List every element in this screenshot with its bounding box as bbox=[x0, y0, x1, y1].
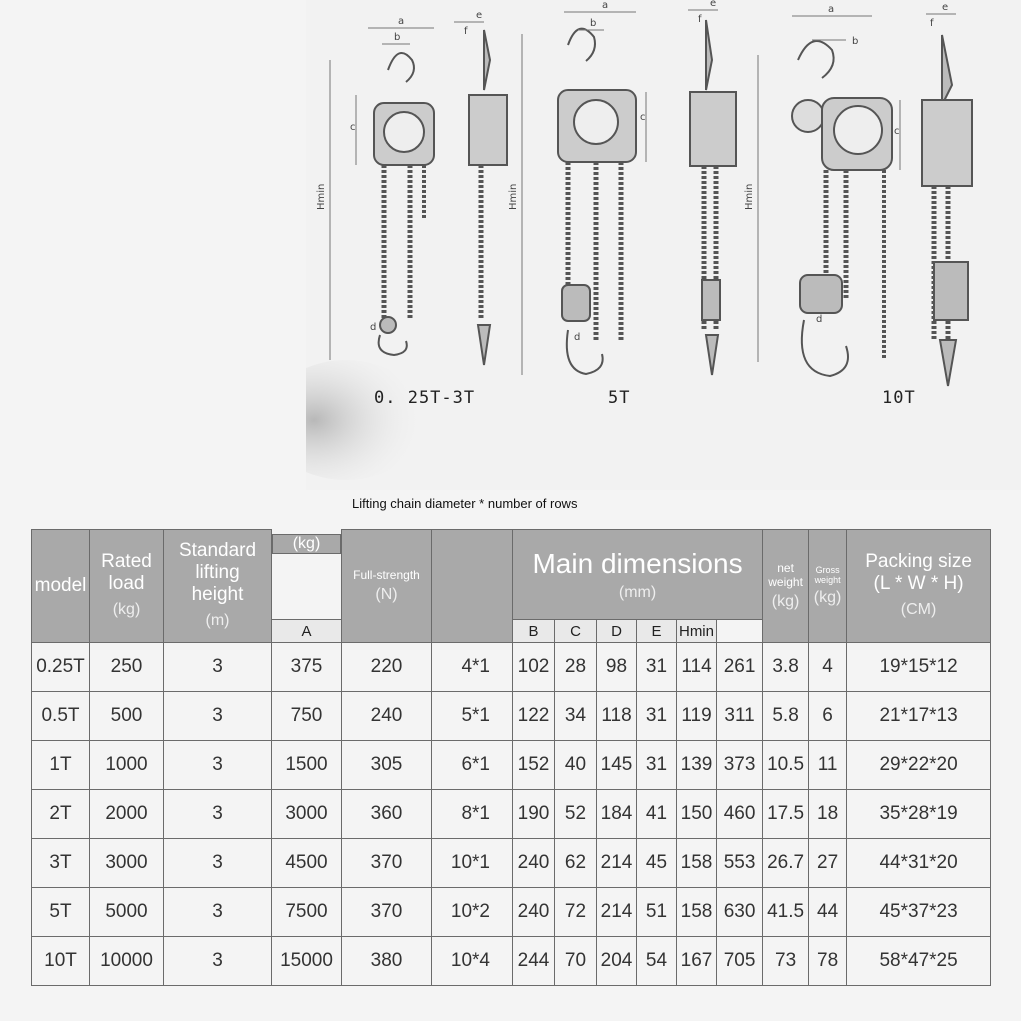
table-cell: 204 bbox=[597, 937, 637, 986]
table-cell: 750 bbox=[272, 692, 342, 741]
header-gross-weight: Gross weight (kg) bbox=[809, 530, 847, 643]
table-row bbox=[32, 937, 991, 986]
table-cell: 4500 bbox=[272, 839, 342, 888]
table-cell: 5.8 bbox=[763, 692, 809, 741]
table-row bbox=[32, 839, 991, 888]
table-cell: 44*31*20 bbox=[847, 839, 991, 888]
table-cell: 10*2 bbox=[432, 888, 513, 937]
dimension-letter: a bbox=[602, 0, 609, 11]
table-cell: 240 bbox=[513, 839, 555, 888]
table-row bbox=[32, 692, 991, 741]
table-cell: 3 bbox=[164, 790, 272, 839]
spec-table bbox=[31, 529, 991, 986]
table-cell: 45 bbox=[637, 839, 677, 888]
table-cell: 240 bbox=[513, 888, 555, 937]
table-cell: 158 bbox=[677, 888, 717, 937]
table-cell: 44 bbox=[809, 888, 847, 937]
table-cell: 114 bbox=[677, 643, 717, 692]
table-cell: 51 bbox=[637, 888, 677, 937]
table-cell: 6 bbox=[809, 692, 847, 741]
dimension-letter: f bbox=[698, 14, 702, 25]
table-cell: 52 bbox=[555, 790, 597, 839]
table-row bbox=[32, 741, 991, 790]
table-cell: 10000 bbox=[90, 937, 164, 986]
table-cell: 41.5 bbox=[763, 888, 809, 937]
table-cell: 31 bbox=[637, 643, 677, 692]
table-cell: 26.7 bbox=[763, 839, 809, 888]
header-packing-size: Packing size (L * W * H) (CM) bbox=[847, 530, 991, 643]
table-cell: 34 bbox=[555, 692, 597, 741]
hoist-large-front bbox=[792, 41, 892, 376]
header-rated-load: Rated load (kg) bbox=[90, 530, 164, 643]
table-cell: 11 bbox=[809, 741, 847, 790]
chain-caption: Lifting chain diameter * number of rows bbox=[352, 496, 578, 511]
table-cell: 102 bbox=[513, 643, 555, 692]
table-cell: 500 bbox=[90, 692, 164, 741]
header-model: model bbox=[32, 530, 90, 643]
hoist-small-front bbox=[374, 53, 434, 355]
header-dim-a: A bbox=[272, 620, 342, 643]
table-cell: 3 bbox=[164, 643, 272, 692]
table-cell: 122 bbox=[513, 692, 555, 741]
table-cell: 380 bbox=[342, 937, 432, 986]
dimension-letter: c bbox=[350, 122, 356, 133]
table-cell: 29*22*20 bbox=[847, 741, 991, 790]
header-dim-c: C bbox=[555, 620, 597, 643]
dimension-letter: d bbox=[370, 322, 377, 333]
table-cell: 1500 bbox=[272, 741, 342, 790]
table-cell: 190 bbox=[513, 790, 555, 839]
header-main-dimensions: Main dimensions (mm) bbox=[513, 530, 763, 620]
dimension-letter: b bbox=[394, 32, 401, 43]
table-cell: 72 bbox=[555, 888, 597, 937]
header-test-load: (kg) bbox=[272, 534, 341, 554]
table-cell: 7500 bbox=[272, 888, 342, 937]
label-large-hoist: 10T bbox=[882, 388, 916, 408]
dimension-letter: d bbox=[816, 314, 823, 325]
table-cell: 98 bbox=[597, 643, 637, 692]
table-cell: 3 bbox=[164, 888, 272, 937]
dimension-letter: b bbox=[590, 18, 597, 29]
table-cell: 2T bbox=[32, 790, 90, 839]
table-cell: 4*1 bbox=[432, 643, 513, 692]
header-dim-d: D bbox=[597, 620, 637, 643]
table-cell: 244 bbox=[513, 937, 555, 986]
table-cell: 3000 bbox=[90, 839, 164, 888]
table-cell: 73 bbox=[763, 937, 809, 986]
table-cell: 10*4 bbox=[432, 937, 513, 986]
table-cell: 119 bbox=[677, 692, 717, 741]
dimension-letter: Hmin bbox=[744, 183, 755, 210]
dimension-letter: e bbox=[476, 10, 483, 21]
table-cell: 17.5 bbox=[763, 790, 809, 839]
table-cell: 158 bbox=[677, 839, 717, 888]
hoist-small-side bbox=[469, 30, 507, 365]
table-cell: 3.8 bbox=[763, 643, 809, 692]
table-cell: 78 bbox=[809, 937, 847, 986]
table-cell: 553 bbox=[717, 839, 763, 888]
table-cell: 360 bbox=[342, 790, 432, 839]
hoist-medium-side bbox=[690, 20, 736, 375]
table-cell: 3 bbox=[164, 937, 272, 986]
table-cell: 1000 bbox=[90, 741, 164, 790]
table-cell: 70 bbox=[555, 937, 597, 986]
table-cell: 10.5 bbox=[763, 741, 809, 790]
table-cell: 27 bbox=[809, 839, 847, 888]
table-cell: 370 bbox=[342, 888, 432, 937]
dimension-letter: c bbox=[894, 126, 900, 137]
table-body bbox=[32, 643, 991, 986]
table-cell: 10*1 bbox=[432, 839, 513, 888]
header-row bbox=[32, 530, 991, 620]
table-cell: 19*15*12 bbox=[847, 643, 991, 692]
dimension-letter: e bbox=[942, 2, 949, 13]
dimension-letter: a bbox=[398, 16, 405, 27]
dimension-letter: Hmin bbox=[508, 183, 519, 210]
table-cell: 10T bbox=[32, 937, 90, 986]
dimension-letter: f bbox=[464, 26, 468, 37]
table-row bbox=[32, 888, 991, 937]
table-cell: 370 bbox=[342, 839, 432, 888]
hoist-medium-front bbox=[558, 29, 636, 374]
table-cell: 167 bbox=[677, 937, 717, 986]
table-cell: 41 bbox=[637, 790, 677, 839]
table-cell: 630 bbox=[717, 888, 763, 937]
table-cell: 5000 bbox=[90, 888, 164, 937]
table-cell: 40 bbox=[555, 741, 597, 790]
table-cell: 0.25T bbox=[32, 643, 90, 692]
table-row bbox=[32, 643, 991, 692]
dimension-letter: c bbox=[640, 112, 646, 123]
table-cell: 261 bbox=[717, 643, 763, 692]
table-cell: 5T bbox=[32, 888, 90, 937]
dimension-letter: b bbox=[852, 36, 859, 47]
dimension-lines-small bbox=[330, 22, 484, 360]
table-cell: 152 bbox=[513, 741, 555, 790]
table-cell: 5*1 bbox=[432, 692, 513, 741]
table-cell: 54 bbox=[637, 937, 677, 986]
table-cell: 3 bbox=[164, 692, 272, 741]
shadow-blur bbox=[306, 360, 426, 480]
table-cell: 8*1 bbox=[432, 790, 513, 839]
table-cell: 4 bbox=[809, 643, 847, 692]
header-dim-e: E bbox=[637, 620, 677, 643]
hoist-large-side bbox=[922, 35, 972, 386]
label-small-hoist: 0. 25T-3T bbox=[374, 388, 476, 408]
table-cell: 1T bbox=[32, 741, 90, 790]
table-cell: 311 bbox=[717, 692, 763, 741]
table-cell: 18 bbox=[809, 790, 847, 839]
table-cell: 375 bbox=[272, 643, 342, 692]
table-cell: 220 bbox=[342, 643, 432, 692]
table-cell: 305 bbox=[342, 741, 432, 790]
dimension-letter: f bbox=[930, 18, 934, 29]
header-chain-rows bbox=[432, 530, 513, 643]
table-cell: 62 bbox=[555, 839, 597, 888]
header-dim-hmin: Hmin bbox=[677, 620, 717, 643]
header-dim-b: B bbox=[513, 620, 555, 643]
table-cell: 250 bbox=[90, 643, 164, 692]
table-cell: 460 bbox=[717, 790, 763, 839]
table-cell: 15000 bbox=[272, 937, 342, 986]
table-cell: 21*17*13 bbox=[847, 692, 991, 741]
hoist-diagram bbox=[306, 0, 1021, 490]
table-cell: 139 bbox=[677, 741, 717, 790]
table-cell: 214 bbox=[597, 888, 637, 937]
dimension-letter: d bbox=[574, 332, 581, 343]
table-cell: 0.5T bbox=[32, 692, 90, 741]
header-full-strength: Full-strength (N) bbox=[342, 530, 432, 643]
table-cell: 31 bbox=[637, 692, 677, 741]
table-cell: 31 bbox=[637, 741, 677, 790]
table-cell: 373 bbox=[717, 741, 763, 790]
table-row bbox=[32, 790, 991, 839]
table-cell: 118 bbox=[597, 692, 637, 741]
table-cell: 28 bbox=[555, 643, 597, 692]
table-cell: 6*1 bbox=[432, 741, 513, 790]
table-cell: 150 bbox=[677, 790, 717, 839]
table-cell: 240 bbox=[342, 692, 432, 741]
table-cell: 184 bbox=[597, 790, 637, 839]
table-cell: 58*47*25 bbox=[847, 937, 991, 986]
table-cell: 3T bbox=[32, 839, 90, 888]
dimension-letter: Hmin bbox=[316, 183, 327, 210]
table-cell: 45*37*23 bbox=[847, 888, 991, 937]
header-net-weight: net weight (kg) bbox=[763, 530, 809, 643]
dimension-letter: a bbox=[828, 4, 835, 15]
table-cell: 2000 bbox=[90, 790, 164, 839]
table-cell: 705 bbox=[717, 937, 763, 986]
table-cell: 3 bbox=[164, 839, 272, 888]
table-cell: 35*28*19 bbox=[847, 790, 991, 839]
hoist-drawings bbox=[306, 0, 1021, 490]
label-medium-hoist: 5T bbox=[608, 388, 631, 408]
table-cell: 214 bbox=[597, 839, 637, 888]
header-lifting-height: Standard lifting height (m) bbox=[164, 530, 272, 643]
table-cell: 3000 bbox=[272, 790, 342, 839]
table-cell: 3 bbox=[164, 741, 272, 790]
dimension-letter: e bbox=[710, 0, 717, 9]
dimension-lines-large bbox=[758, 14, 956, 362]
table-cell: 145 bbox=[597, 741, 637, 790]
